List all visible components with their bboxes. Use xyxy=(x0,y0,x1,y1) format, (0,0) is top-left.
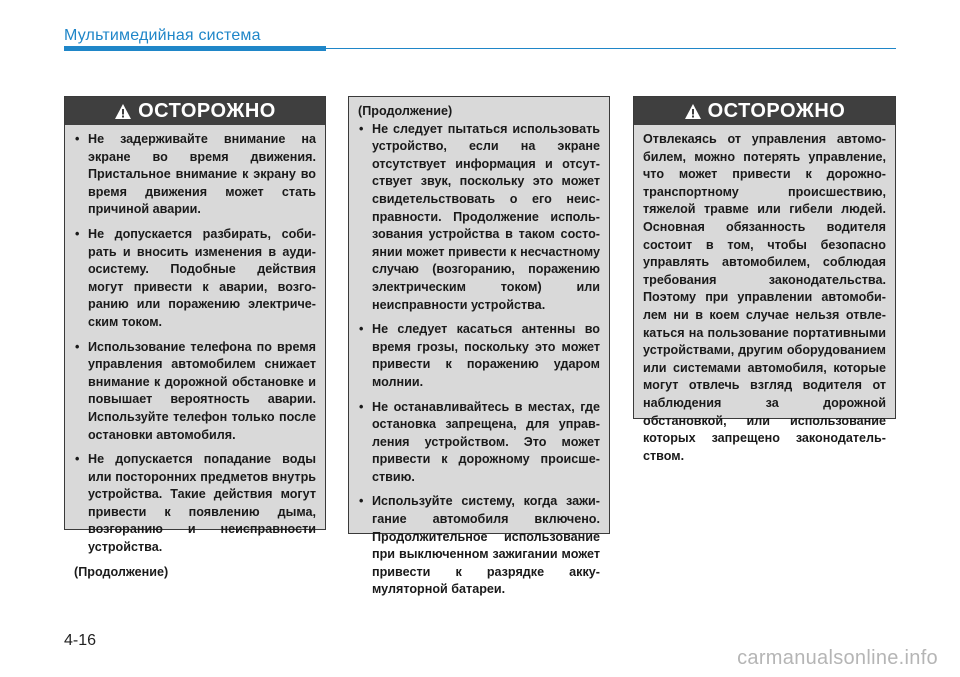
caution-text: Отвлекаясь от управления автомобилем, можно потерять управление, что может привести к дорожно-транспортному происшествию, тяжелой травме или гибели людей. Основная обязанность водителя состоит в том, чтобы безопасно управлять автомобилем, соблюдая требования законодательства. Поэтому при управлении автомобилем ни в коем случае нельзя отвлекаться на пользование портативными устройствами, другим оборудованием или системами автомобиля, которые могут отвлечь взгляд водителя от наблюдения за дорожной обстановкой, или использование которых запрещено законодательством. xyxy=(643,132,886,463)
list-item: • Используйте систему, когда зажигание автомобиля включено. Продолжительное использование при выключенном зажигании может привести к разрядке аккумуляторной батареи. xyxy=(358,493,600,599)
caution-header xyxy=(634,97,895,125)
list-item: • Использование телефона по время управления автомобилем снижает внимание к дорожной обстановке и повышает вероятность аварии. Используйте телефон только после остановки автомобиля. xyxy=(74,339,316,445)
continued-body xyxy=(349,97,609,612)
list-item: • Не останавливайтесь в местах, где остановка запрещена, для управления устройством. Это может привести к дорожному происшествию. xyxy=(358,399,600,487)
header-rule-thick xyxy=(64,46,326,51)
list-item: • Не следует касаться антенны во время грозы, поскольку это может привести к поражению ударом молнии. xyxy=(358,321,600,391)
caution-box-left xyxy=(64,96,326,579)
header-rule-thin xyxy=(326,48,896,49)
caution-body xyxy=(634,125,895,471)
continued-label: (Продолжение) xyxy=(358,104,453,118)
section-title: Мультимедийная система xyxy=(64,27,261,44)
caution-header xyxy=(65,97,325,125)
continued-label: (Продолжение) xyxy=(74,564,169,579)
caution-heading: ОСТОРОЖНО xyxy=(707,99,846,122)
caution-heading: ОСТОРОЖНО xyxy=(138,99,276,122)
caution-body xyxy=(65,125,325,587)
warning-triangle-icon xyxy=(114,103,132,120)
watermark: carmanualsonline.info xyxy=(737,647,938,669)
warning-triangle-icon xyxy=(684,103,702,120)
list-item: • Не допускается разбирать, собирать и вносить изменения в аудиосистему. Подобные действия могут привести к аварии, возгоранию или поражению электрическим током. xyxy=(74,226,316,332)
list-item: • Не допускается попадание воды или посторонних предметов внутрь устройства. Такие действия могут привести к появлению дыма, возгоранию и неисправности устройства. xyxy=(74,451,316,557)
continued-list xyxy=(358,121,600,599)
list-item: • Не следует пытаться использовать устройство, если на экране отсутствует информация и отсутствует звук, поскольку это может свидетельствовать о его неисправности. Продолжение использования устройства в таком состоянии может привести к несчастному случаю (возгоранию, поражению электрическим током) или неисправности устройства. xyxy=(358,121,600,315)
caution-box-middle xyxy=(348,96,610,597)
caution-list xyxy=(74,131,316,557)
page-number: 4-16 xyxy=(64,632,97,649)
caution-box-right xyxy=(633,96,896,463)
list-item: • Не задерживайте внимание на экране во время движения. Пристальное внимание к экрану во время движения может стать причиной аварии. xyxy=(74,131,316,219)
